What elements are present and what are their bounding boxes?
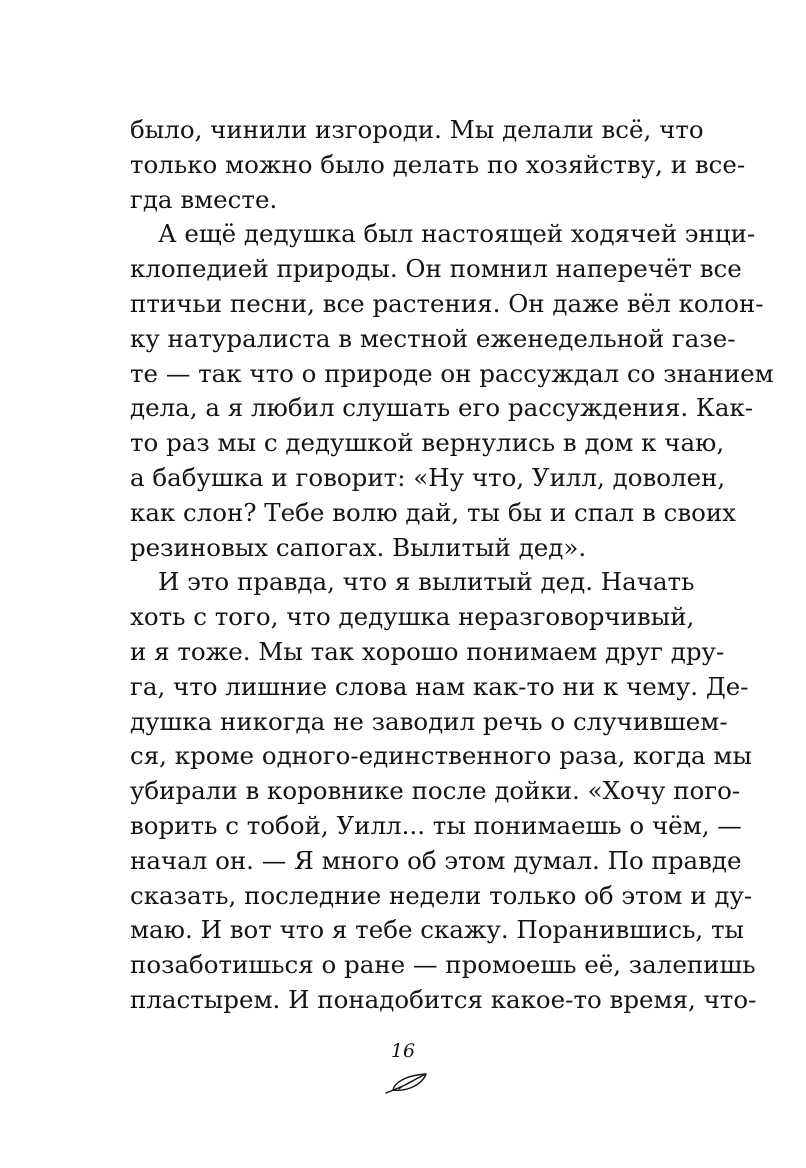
text-line: ку натуралиста в местной еженедельной газе- <box>130 323 736 353</box>
text-line: душка никогда не заводил речь о случившем- <box>130 706 728 736</box>
text-line: а бабушка и говорит: «Ну что, Уилл, доволен, <box>130 462 726 492</box>
text-line: дела, а я любил слушать его рассуждения. Как- <box>130 393 754 423</box>
text-line: позаботишься о ране — промоешь её, залепишь <box>130 950 756 980</box>
body-text <box>130 113 774 1018</box>
text-line: ся, кроме одного-единственного раза, когда мы <box>130 741 752 771</box>
text-line: убирали в коровнике после дойки. «Хочу пого- <box>130 776 741 806</box>
text-line: А ещё дедушка был настоящей ходячей энци- <box>158 219 756 249</box>
text-line: начал он. — Я много об этом думал. По правде <box>130 845 742 875</box>
text-line: клопедией природы. Он помнил наперечёт все <box>130 254 742 284</box>
text-line: только можно было делать по хозяйству, и все- <box>130 149 746 179</box>
text-line: И это правда, что я вылитый дед. Начать <box>158 567 695 597</box>
text-line: маю. И вот что я тебе скажу. Поранившись, ты <box>130 915 745 945</box>
text-line: то раз мы с дедушкой вернулись в дом к чаю, <box>130 428 725 458</box>
text-line: как слон? Тебе волю дай, ты бы и спал в своих <box>130 497 737 527</box>
text-line: птичьи песни, все растения. Он даже вёл колон- <box>130 288 764 318</box>
text-line: сказать, последние недели только об этом и ду- <box>130 880 753 910</box>
leaf-ornament-icon <box>383 1072 429 1096</box>
text-line: резиновых сапогах. Вылитый дед». <box>130 532 587 562</box>
text-line: было, чинили изгороди. Мы делали всё, что <box>130 115 704 144</box>
text-line: и я тоже. Мы так хорошо понимаем друг дру- <box>130 636 725 666</box>
text-line: га, что лишние слова нам как-то ни к чему. Де- <box>130 671 749 701</box>
text-line: гда вместе. <box>130 184 278 214</box>
text-line: ворить с тобой, Уилл... ты понимаешь о чём, — <box>130 810 742 840</box>
text-line: те — так что о природе он рассуждал со знанием <box>130 358 774 388</box>
text-line: хоть с того, что дедушка неразговорчивый, <box>130 602 695 632</box>
page-number: 16 <box>390 1040 416 1062</box>
text-line: пластырем. И понадобится какое-то время, что- <box>130 984 757 1014</box>
